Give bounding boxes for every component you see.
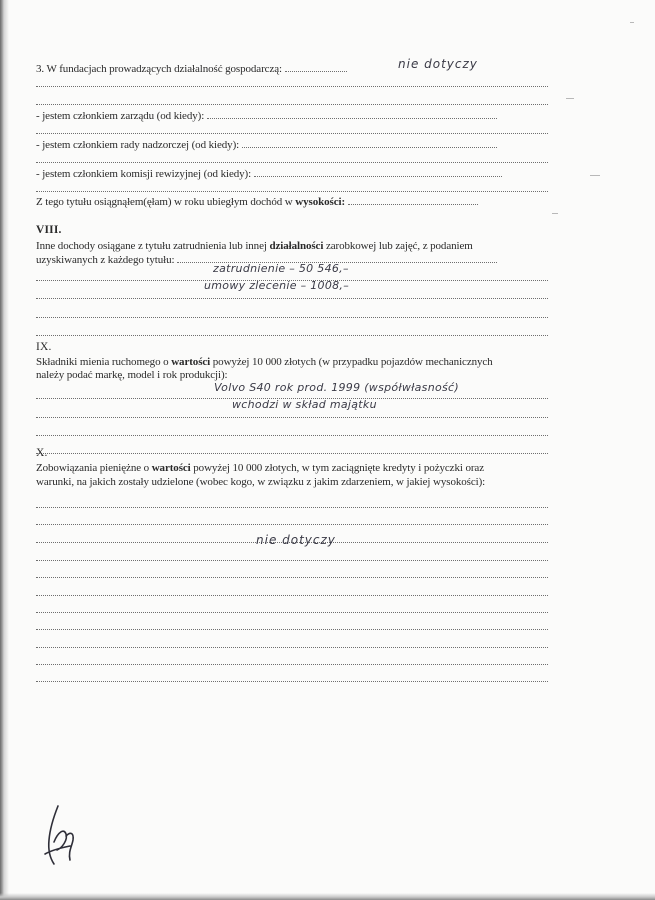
scan-left-edge: [0, 0, 9, 900]
section-ix-heading: IX.: [36, 341, 52, 353]
section-viii-line-1: [36, 239, 616, 253]
section-3-text: 3. W fundacjach prowadzących działalność gospodarczą:: [36, 63, 282, 75]
section-x-line-2: [36, 475, 616, 489]
dotted-line: [36, 546, 548, 561]
dotted-line: [36, 421, 548, 436]
signature-mark: [40, 802, 86, 874]
section-viii-text-2: uzyskiwanych z każdego tytułu:: [36, 254, 175, 266]
income-bold: wysokości:: [295, 196, 346, 208]
dotted-line: [36, 510, 548, 525]
section-ix-line-2: [36, 368, 616, 382]
dotted-line: [36, 581, 548, 596]
section-ix-handwritten-2: wchodzi w skład majątku: [232, 398, 377, 411]
dotted-line: [36, 321, 548, 336]
dotted-line: [36, 439, 548, 454]
section-3-handwritten: nie dotyczy: [398, 57, 478, 71]
dotted-line: [36, 493, 548, 508]
section-ix-text: Składniki mienia ruchomego o: [36, 356, 169, 368]
section-viii-text-post: zarobkowej lub zajęć, z podaniem: [325, 240, 473, 252]
section-ix-text-post: powyżej 10 000 złotych (w przypadku pojazdów mechanicznych: [212, 356, 493, 368]
dotted-line: [36, 72, 548, 87]
section-viii-handwritten-2: umowy zlecenie – 1008,–: [204, 279, 350, 292]
section-ix-line-1: [36, 355, 616, 369]
dotted-line: [36, 177, 548, 192]
section-x-text: Zobowiązania pieniężne o: [36, 462, 150, 474]
section-ix-bold: wartości: [171, 356, 211, 368]
dotted-line: [36, 650, 548, 665]
section-viii-heading: VIII.: [36, 224, 62, 236]
section-viii-handwritten-1: zatrudnienie – 50 546,–: [213, 262, 349, 275]
section-x-handwritten: nie dotyczy: [256, 533, 336, 547]
income-line: [36, 194, 616, 209]
section-ix-text-2: należy podać markę, model i rok produkcji):: [36, 369, 228, 381]
audit-member-text: - jestem członkiem komisji rewizyjnej (od kiedy):: [36, 168, 252, 180]
scan-bottom-edge: [0, 893, 655, 900]
section-x-heading: X.: [36, 447, 48, 459]
dotted-line: [36, 667, 548, 682]
income-text: Z tego tytułu osiągnąłem(ęłam) w roku ubiegłym dochód w: [36, 196, 293, 208]
section-x-text-2: warunki, na jakich zostały udzielone (wobec kogo, w związku z jakim zdarzeniem, w jakiej wysokości):: [36, 476, 486, 488]
board-member-text: - jestem członkiem zarządu (od kiedy):: [36, 110, 205, 122]
dotted-line: [36, 615, 548, 630]
dotted-line: [36, 303, 548, 318]
section-viii-text: Inne dochody osiągane z tytułu zatrudnienia lub innej: [36, 240, 267, 252]
section-x-bold: wartości: [151, 462, 191, 474]
dotted-line: [36, 90, 548, 105]
dotted-line: [36, 633, 548, 648]
dotted-line: [36, 148, 548, 163]
supervisory-member-text: - jestem członkiem rady nadzorczej (od kiedy):: [36, 139, 240, 151]
section-x-text-post: powyżej 10 000 złotych, w tym zaciągnięte kredyty i pożyczki oraz: [193, 462, 484, 474]
section-viii-bold: działalności: [269, 240, 324, 252]
dotted-line: [36, 119, 548, 134]
dotted-line: [36, 598, 548, 613]
dotted-line: [36, 563, 548, 578]
section-x-line-1: [36, 461, 616, 475]
section-ix-handwritten-1: Volvo S40 rok prod. 1999 (współwłasność): [214, 381, 459, 394]
